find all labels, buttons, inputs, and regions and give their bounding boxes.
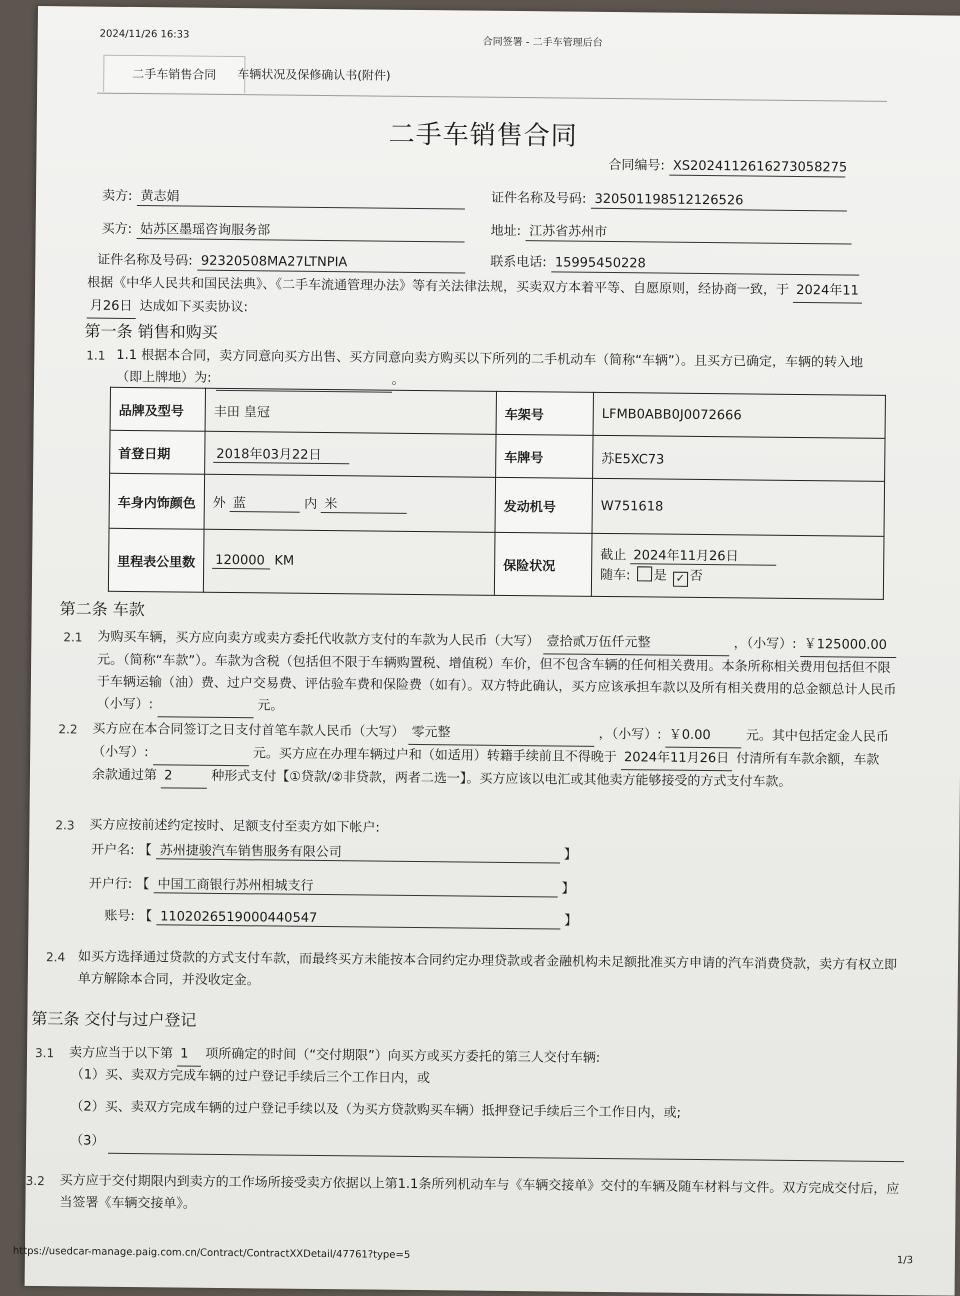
engine-label: 发动机号 xyxy=(495,477,593,533)
bank-rbracket: 】 xyxy=(561,881,575,897)
insurance-until-value: 2024年11月26日 xyxy=(630,544,776,566)
section1-1-end: 。 xyxy=(391,372,405,388)
account-no-row xyxy=(104,905,577,930)
tab-vehicle-condition[interactable]: 车辆状况及保修确认书(附件) xyxy=(237,67,391,83)
section2-3-num: 2.3 xyxy=(55,818,75,833)
engine-value: W751618 xyxy=(592,478,885,536)
seller-id-row xyxy=(491,187,847,212)
exterior-value: 蓝 xyxy=(230,492,300,513)
seller-id-label: 证件名称及号码: xyxy=(490,190,587,207)
p22-pay-way: 2 xyxy=(161,765,207,788)
header-divider xyxy=(97,93,887,102)
account-no-lbracket: 【 xyxy=(138,909,153,925)
insurance-until-label: 截止 xyxy=(600,547,627,564)
p31-text-b: 项所确定的时间（“交付期限”）向买方或买方委托的第三人交付车辆: xyxy=(205,1046,601,1066)
contract-number-value: XS2024112616273058275 xyxy=(669,159,845,178)
tab-sales-contract[interactable]: 二手车销售合同 xyxy=(103,55,245,93)
intro-paragraph xyxy=(87,273,887,327)
brand-value: 丰田 皇冠 xyxy=(205,388,496,434)
interior-label: 内 xyxy=(304,496,318,512)
intro-text2: 达成如下买卖协议: xyxy=(139,299,249,316)
intro-date-part2: 月26日 xyxy=(87,296,136,320)
phone-row xyxy=(490,251,859,276)
p21-amount-upper: 壹拾贰万伍仟元整 xyxy=(543,631,729,656)
account-no-value: 1102026519000440547 xyxy=(156,909,560,929)
account-name-value: 苏州捷骏汽车销售服务有限公司 xyxy=(156,839,560,863)
phone-value: 15995450228 xyxy=(551,255,859,275)
print-page-title: 合同签署 - 二手车管理后台 xyxy=(482,36,603,49)
plate-label: 车牌号 xyxy=(496,434,593,478)
p22-text-a: 买方应在本合同签订之日支付首笔车款人民币（大写） xyxy=(92,721,405,740)
buyer-id-value: 92320508MA27LTNPIA xyxy=(197,254,465,274)
p21-text-a: 为购买车辆，买方应向卖方或卖方委托代收款方支付的车款为人民币（大写） xyxy=(97,629,540,650)
p22-text-d: 元。买方应在办理车辆过户和（如适用）转籍手续前且不得晚于 xyxy=(252,746,617,766)
account-name-row xyxy=(91,839,577,864)
reg-date-cell xyxy=(205,431,496,477)
color-label: 车身内饰颜色 xyxy=(109,473,205,529)
mileage-label: 里程表公里数 xyxy=(108,528,204,592)
p22-text-b: ，（小写）: xyxy=(598,726,662,743)
p21-text-d: 元。 xyxy=(257,698,284,714)
section2-4-num: 2.4 xyxy=(45,950,66,965)
footer-page: 1/3 xyxy=(896,1255,914,1267)
mileage-value: 120000 xyxy=(212,553,270,570)
section2-2-num: 2.2 xyxy=(58,722,78,737)
account-name-rbracket: 】 xyxy=(563,847,578,863)
buyer-id-row xyxy=(97,249,465,274)
p22-pay-date: 2024年11月26日 xyxy=(621,747,732,771)
account-no-rbracket: 】 xyxy=(564,913,578,929)
section2-1-text xyxy=(97,627,898,725)
buyer-id-label: 证件名称及号码: xyxy=(97,252,193,269)
yes-checkbox[interactable] xyxy=(637,566,652,581)
section1-1-num: 1.1 xyxy=(86,348,106,363)
section3-2-num: 3.2 xyxy=(25,1173,45,1189)
vehicle-info-table xyxy=(108,387,886,600)
address-label: 地址: xyxy=(490,223,522,240)
section2-3-text: 买方应按前述约定按时、足额支付至卖方如下帐户: xyxy=(89,817,380,836)
p22-text-e: 付清所有车款余额，车款余款通过第 xyxy=(91,751,880,784)
exterior-label: 外 xyxy=(212,495,226,511)
contract-paper xyxy=(12,6,960,1296)
buyer-label: 买方: xyxy=(101,221,133,237)
color-cell xyxy=(204,474,496,532)
p22-text-f: 种形式支付【①贷款/②非贷款，两者二选一】。买方应该以电汇或其他卖方能够接受的方式支付车款。 xyxy=(211,768,792,790)
section3-title: 第三条 交付与过户登记 xyxy=(31,1008,197,1030)
delivery-option-1: （1）买、卖双方完成车辆的过户登记手续后三个工作日内，或 xyxy=(70,1067,431,1087)
p22-amount-lower: ￥0.00 xyxy=(666,725,742,749)
p22-amount-upper: 零元整 xyxy=(408,722,594,747)
no-checkbox[interactable]: ✓ xyxy=(673,572,688,587)
section2-title: 第二条 车款 xyxy=(59,599,145,620)
delivery-option-3-label: （3） xyxy=(70,1133,105,1149)
intro-date-part1: 2024年11 xyxy=(793,280,862,304)
contract-title: 二手车销售合同 xyxy=(388,119,578,152)
p22-text-c: 元。其中包括定金人民币（小写）: xyxy=(92,728,889,761)
p31-text-a: 卖方应当于以下第 xyxy=(68,1045,174,1062)
phone-label: 联系电话: xyxy=(490,254,547,271)
brand-label: 品牌及型号 xyxy=(110,387,205,431)
footer-url: https://usedcar-manage.paig.com.cn/Contract/ContractXXDetail/47761?type=5 xyxy=(12,1245,411,1261)
seller-row xyxy=(102,185,465,210)
vin-value: LFMB0ABB0J0072666 xyxy=(593,392,885,438)
with-car-label: 随车: xyxy=(600,567,631,584)
reg-date-value: 2018年03月22日 xyxy=(213,443,349,464)
intro-text: 根据《中华人民共和国民法典》、《二手车流通管理办法》等有关法律法规，买卖双方本着平等、自愿原则，经协商一致，于 xyxy=(87,275,790,298)
contract-number-label: 合同编号: xyxy=(608,157,665,174)
reg-date-label: 首登日期 xyxy=(110,430,205,474)
bank-value: 中国工商银行苏州相城支行 xyxy=(153,873,557,897)
mileage-unit: KM xyxy=(274,553,295,569)
buyer-value: 姑苏区墨瑶咨询服务部 xyxy=(136,218,464,242)
account-no-label: 账号: xyxy=(104,908,135,925)
interior-value: 米 xyxy=(321,493,407,514)
yes-label: 是 xyxy=(653,568,667,584)
seller-label: 卖方: xyxy=(101,188,133,204)
p31-item: 1 xyxy=(177,1044,201,1067)
print-datetime: 2024/11/26 16:33 xyxy=(99,28,190,41)
buyer-row xyxy=(102,218,465,243)
bank-label: 开户行: xyxy=(88,876,133,893)
account-name-label: 开户名: xyxy=(91,842,135,859)
bank-lbracket: 【 xyxy=(136,877,150,893)
section3-1-num: 3.1 xyxy=(34,1046,55,1061)
insurance-cell xyxy=(591,533,884,599)
delivery-option-3 xyxy=(70,1130,905,1162)
address-row xyxy=(491,220,852,245)
section2-2-text xyxy=(92,719,893,796)
p21-amount-lower: ￥125000.00 xyxy=(801,634,897,658)
section2-4-text: 如买方选择通过贷款的方式支付车款，而最终买方未能按本合同约定办理贷款或者金融机构未足额批准买方申请的汽车消费贷款，卖方有权立即单方解除本合同，并没收定金。 xyxy=(77,949,898,989)
account-name-lbracket: 【 xyxy=(138,843,152,859)
p21-text-c: 元。（简称“车款”）。车款为含税（包括但不限于车辆购置税、增值税）车价，但不包含车辆的任何相关费用。本条所称相关费用包括但不限于车辆运输（油）费、过户交易费、评估验车费和保险费（如有）。双方特此确认，买方应该承担车款以及所有相关费用的总金额总计人民币（小写）: xyxy=(96,652,897,713)
section1-title: 第一条 销售和购买 xyxy=(84,321,218,342)
p21-text-b: ，（小写）: xyxy=(733,636,797,652)
insurance-label: 保险状况 xyxy=(494,532,592,596)
mileage-cell xyxy=(203,529,495,595)
no-label: 否 xyxy=(689,568,703,584)
section1-1-body: 1.1 根据本合同，卖方同意向买方出售、买方同意向卖方购买以下所列的二手机动车（简称“车辆”）。且买方已确定，车辆的转入地（即上牌地）为: xyxy=(116,347,864,386)
plate-value: 苏E5XC73 xyxy=(593,435,885,481)
bank-row xyxy=(89,873,575,898)
contract-number xyxy=(608,154,848,177)
vin-label: 车架号 xyxy=(496,391,593,435)
delivery-option-2: （2）买、卖双方完成车辆的过户登记手续以及（为买方贷款购买车辆）抵押登记手续后三个工作日内，或; xyxy=(70,1099,682,1121)
section3-2-text: 买方应于交付期限内到卖方的工作场所接受卖方依据以上第1.1条所列机动车与《车辆交接单》交付的车辆及随车材料与文件。双方完成交付后，应当签署《车辆交接单》。 xyxy=(59,1173,900,1212)
address-value: 江苏省苏州市 xyxy=(525,220,851,244)
seller-value: 黄志娟 xyxy=(136,185,464,209)
section2-1-num: 2.1 xyxy=(63,630,83,645)
seller-id-value: 320501198512126526 xyxy=(590,192,846,212)
